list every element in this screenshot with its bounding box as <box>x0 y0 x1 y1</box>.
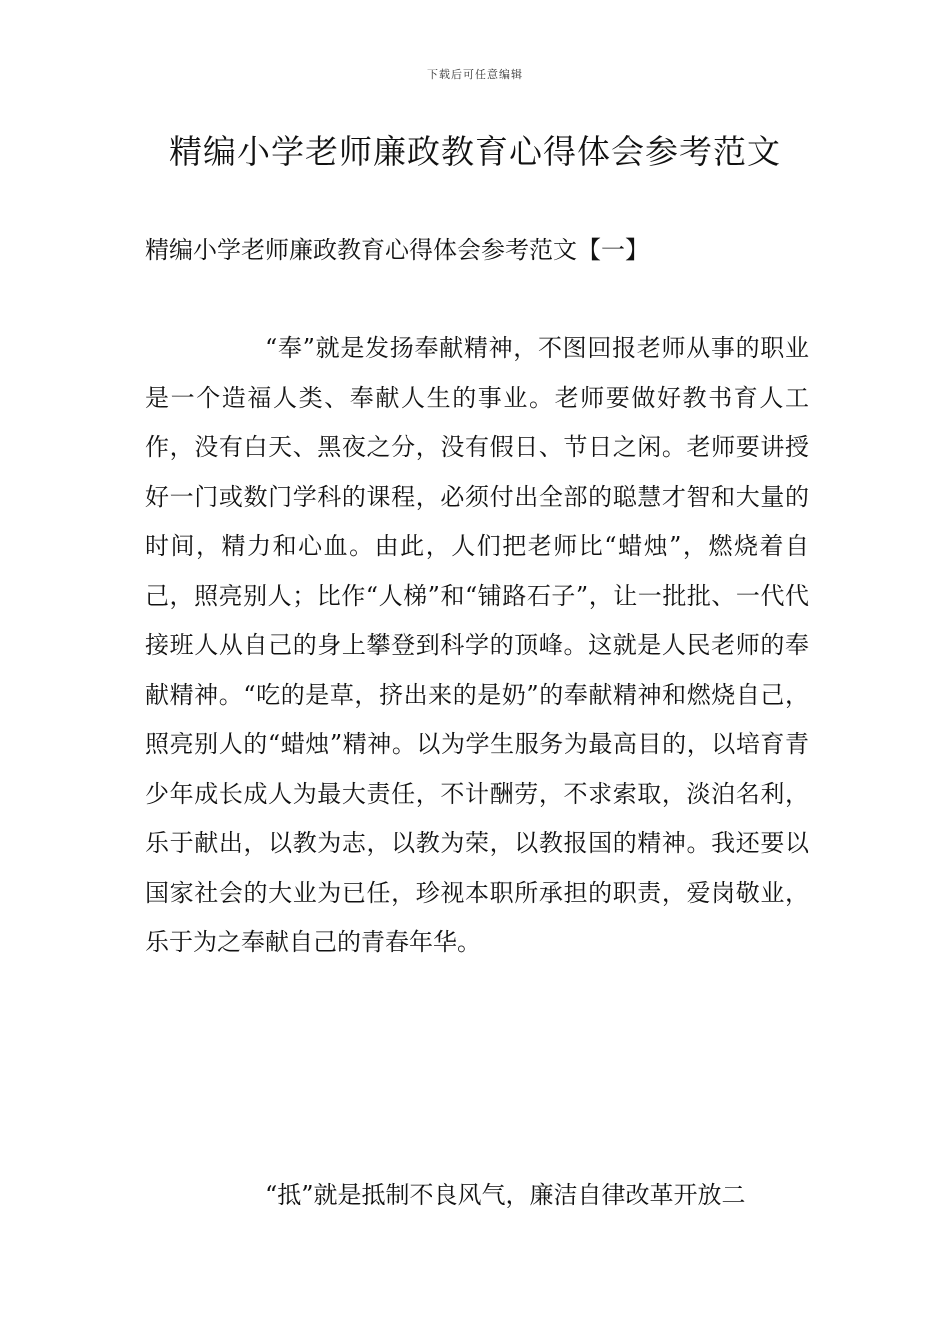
body-paragraph: “奉”就是发扬奉献精神，不图回报老师从事的职业是一个造福人类、奉献人生的事业。老师要做好教书育人工作，没有白天、黑夜之分，没有假日、节日之闲。老师要讲授好一门或数门学科的课程，必须付出全部的聪慧才智和大量的时间，精力和心血。由此，人们把老师比“蜡烛”，燃烧着自己，照亮别人；比作“人梯”和“铺路石子”，让一批批、一代代接班人从自己的身上攀登到科学的顶峰。这就是人民老师的奉献精神。“吃的是草，挤出来的是奶”的奉献精神和燃烧自己，照亮别人的“蜡烛”精神。以为学生服务为最高目的，以培育青少年成长成人为最大责任，不计酬劳，不求索取，淡泊名利，乐于献出，以教为志，以教为荣，以教报国的精神。我还要以国家社会的大业为已任，珍视本职所承担的职责，爱岗敬业，乐于为之奉献自己的青春年华。 <box>145 334 809 956</box>
section-heading: 精编小学老师廉政教育心得体会参考范文【一】 <box>145 236 649 264</box>
header-note: 下载后可任意编辑 <box>427 68 523 81</box>
document-title: 精编小学老师廉政教育心得体会参考范文 <box>169 132 781 171</box>
body-paragraph: “抵”就是抵制不良风气，廉洁自律改革开放二 <box>265 1181 746 1209</box>
